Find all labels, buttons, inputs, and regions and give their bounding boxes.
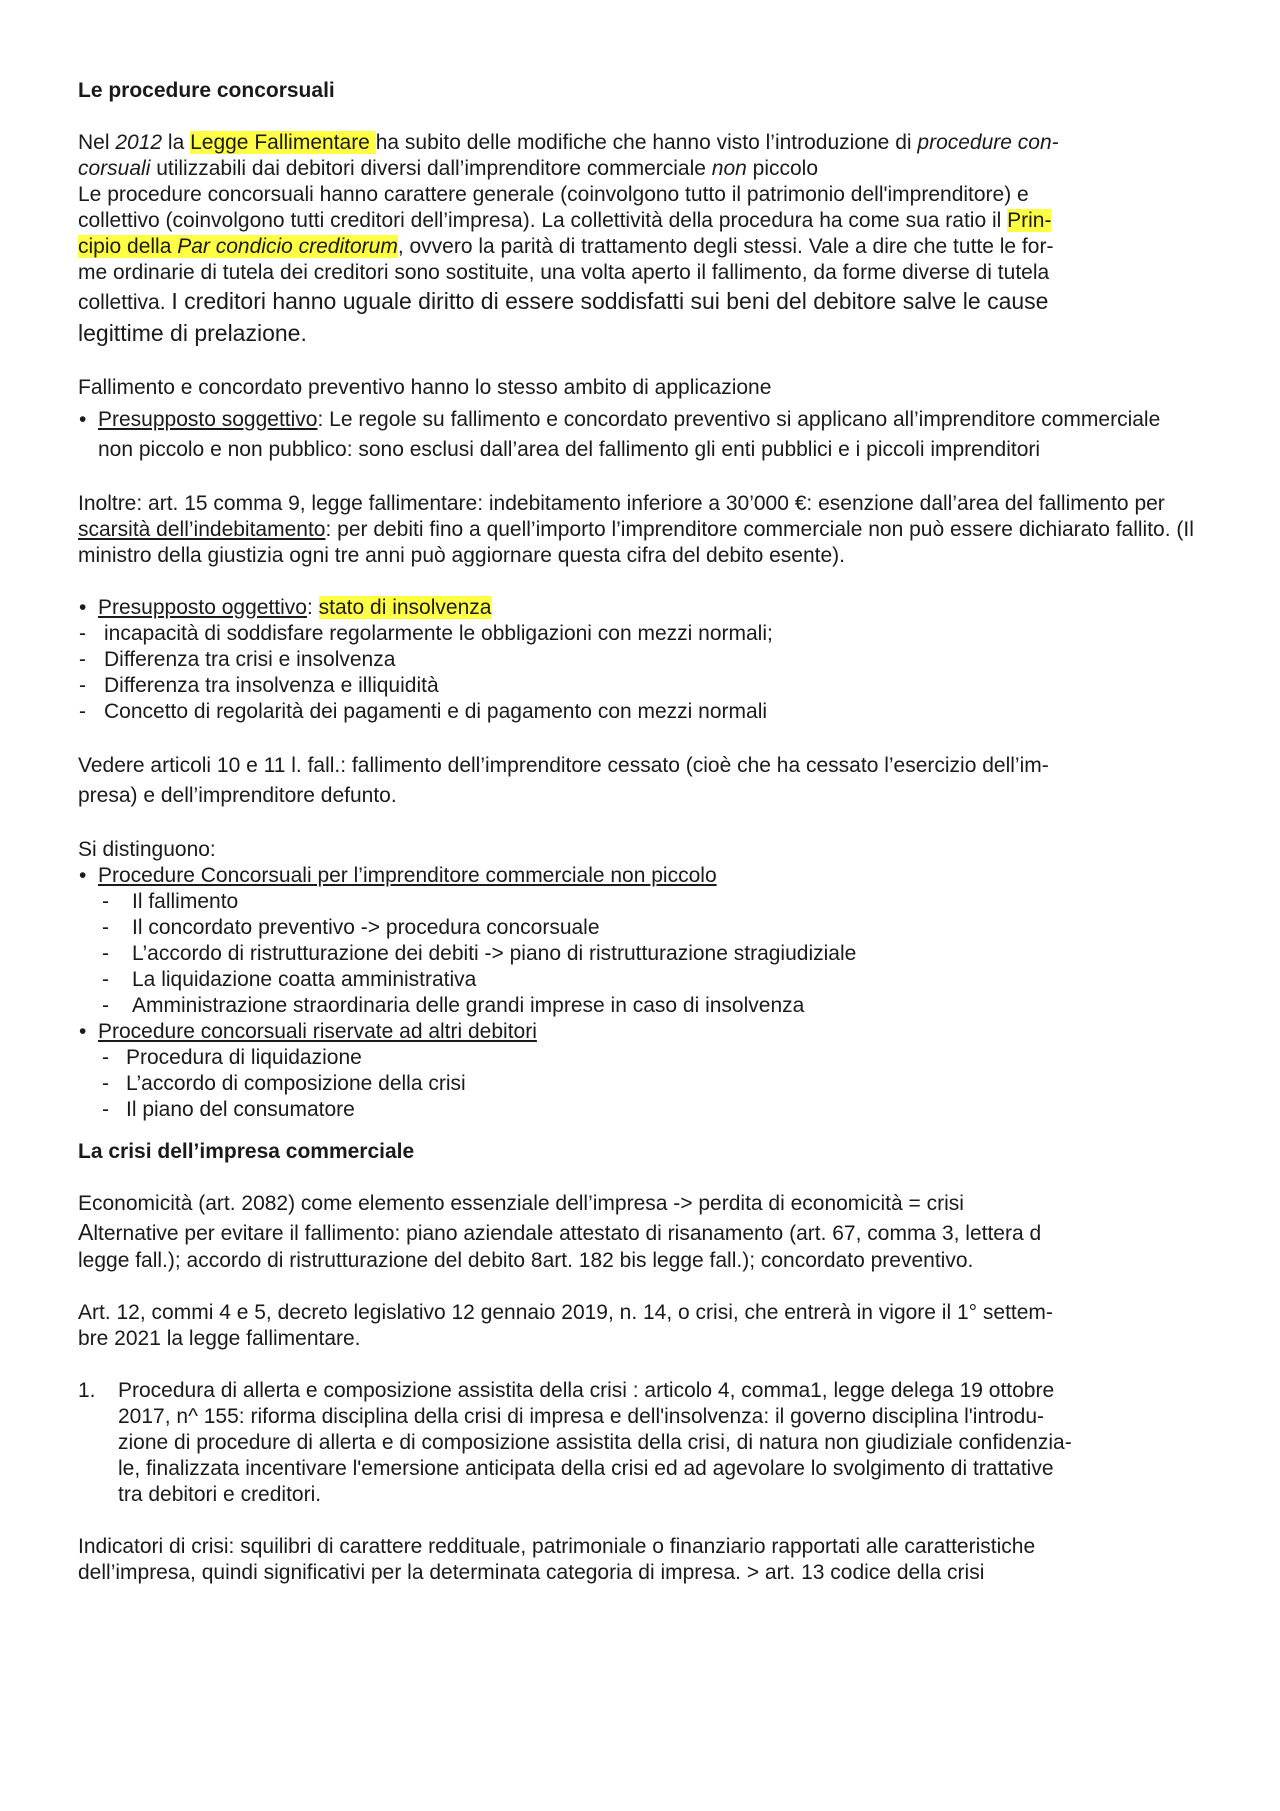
list-item: 1. Procedura di allerta e composizione assistita della crisi : articolo 4, comma1, legge delega 19 ottobre 2017, n^ 155: riforma disciplina della crisi di impresa e dell'insolvenza: il governo disciplina l'introdu- zione di procedure di allerta e di composizione assistita della crisi, di natura non giudiziale confidenzia- le, finalizzata incentivare l'emersione anticipata della crisi ed ad agevolare lo svolgimento di trattative tra debitori e creditori. bbox=[78, 1379, 1072, 1506]
intro-paragraph: Nel 2012 la Legge Fallimentare ha subito delle modifiche che hanno visto l’introduzione di procedure con- corsuali utilizzabili dai debitori diversi dall’imprenditore commerciale non piccolo Le procedure concorsuali hanno carattere generale (coinvolgono tutto il patrimonio dell'imprenditore) e collettivo (coinvolgono tutti creditori dell’impresa). La collettività della procedura ha come sua ratio il Prin- cipio della Par condicio creditorum, ovvero la parità di trattamento degli stessi. Vale a dire che tutte le for- me ordinarie di tutela dei creditori sono sostituite, una volta aperto il fallimento, da forme diverse di tutela collettiva. I creditori hanno uguale diritto di essere soddisfatti sui beni del debitore salve le cause legittime di prelazione. bbox=[78, 131, 1059, 346]
document-content bbox=[78, 78, 1198, 1586]
highlight-principio: Prin- bbox=[1007, 209, 1052, 232]
list-item: - La liquidazione coatta amministrativa bbox=[102, 967, 1198, 993]
list-item: - incapacità di soddisfare regolarmente le obbligazioni con mezzi normali; bbox=[78, 621, 1198, 647]
highlight-legge-fallimentare: Legge Fallimentare bbox=[190, 131, 376, 154]
list-procedure-imprenditore bbox=[78, 889, 1198, 1019]
list-item: • Procedure concorsuali riservate ad altri debitori bbox=[78, 1019, 1198, 1045]
highlight-par-condicio: cipio della Par condicio creditorum bbox=[78, 235, 398, 258]
list-procedure-groups bbox=[78, 863, 1198, 889]
list-item: - Il concordato preventivo -> procedura concorsuale bbox=[102, 915, 1198, 941]
list-item: - Amministrazione straordinaria delle grandi imprese in caso di insolvenza bbox=[102, 993, 1198, 1019]
paragraph-economicita: Economicità (art. 2082) come elemento essenziale dell’impresa -> perdita di economicità = crisi Alternative per evitare il fallimento: piano aziendale attestato di risanamento (art. 67, comma 3, lettera d legge fall.); accordo di ristrutturazione del debito 8art. 182 bis legge fall.); concordato preventivo. bbox=[78, 1192, 1042, 1272]
list-item: - L’accordo di ristrutturazione dei debiti -> piano di ristrutturazione stragiudiziale bbox=[102, 941, 1198, 967]
list-item: - Il fallimento bbox=[102, 889, 1198, 915]
list-item: • Procedure Concorsuali per l’imprenditore commerciale non piccolo bbox=[78, 863, 1198, 889]
list-item: - Differenza tra crisi e insolvenza bbox=[78, 647, 1198, 673]
paragraph-art15: Inoltre: art. 15 comma 9, legge fallimentare: indebitamento inferiore a 30’000 €: esenzione dall’area del fallimento per scarsità dell’indebitamento: per debiti fino a quell’importo l’imprenditore commerciale non può essere dichiarato fallito. (Il ministro della giustizia ogni tre anni può aggiornare questa cifra del debito esente). bbox=[78, 492, 1194, 567]
section-title-procedure: Le procedure concorsuali bbox=[78, 79, 335, 102]
list-item: • Presupposto soggettivo: Le regole su fallimento e concordato preventivo si applicano all’imprenditore commerciale non piccolo e non pubblico: sono esclusi dall’area del fallimento gli enti pubblici e i piccoli imprenditori bbox=[78, 405, 1198, 465]
list-item: - Concetto di regolarità dei pagamenti e di pagamento con mezzi normali bbox=[78, 699, 1198, 725]
highlight-insolvenza: stato di insolvenza bbox=[318, 596, 492, 619]
paragraph-art10-11: Vedere articoli 10 e 11 l. fall.: fallimento dell’imprenditore cessato (cioè che ha cessato l’esercizio dell’im- presa) e dell’imprenditore defunto. bbox=[78, 754, 1049, 807]
list-procedure-altri-debitori bbox=[78, 1045, 1198, 1123]
list-insolvenza-points bbox=[78, 621, 1198, 725]
list-item: - Procedura di liquidazione bbox=[102, 1045, 1198, 1071]
list-item: - Differenza tra insolvenza e illiquidità bbox=[78, 673, 1198, 699]
section-title-crisi: La crisi dell’impresa commerciale bbox=[78, 1140, 415, 1163]
list-presupposto-soggettivo bbox=[78, 405, 1198, 465]
list-item: • Presupposto oggettivo: stato di insolvenza bbox=[78, 595, 1198, 621]
distinguono-intro: Si distinguono: bbox=[78, 838, 216, 861]
paragraph-indicatori: Indicatori di crisi: squilibri di carattere reddituale, patrimoniale o finanziario rapportati alle caratteristiche dell’impresa, quindi significativi per la determinata categoria di impresa. > art. 13 codice della crisi bbox=[78, 1535, 1036, 1584]
paragraph-art12: Art. 12, commi 4 e 5, decreto legislativo 12 gennaio 2019, n. 14, o crisi, che entrerà in vigore il 1° settem- bre 2021 la legge fallimentare. bbox=[78, 1301, 1053, 1350]
numbered-list-allerta bbox=[78, 1378, 1198, 1508]
list-item: - L’accordo di composizione della crisi bbox=[102, 1071, 1198, 1097]
paragraph-ambito: Fallimento e concordato preventivo hanno lo stesso ambito di applicazione bbox=[78, 376, 772, 399]
list-presupposto-oggettivo bbox=[78, 595, 1198, 621]
list-item: - Il piano del consumatore bbox=[102, 1097, 1198, 1123]
